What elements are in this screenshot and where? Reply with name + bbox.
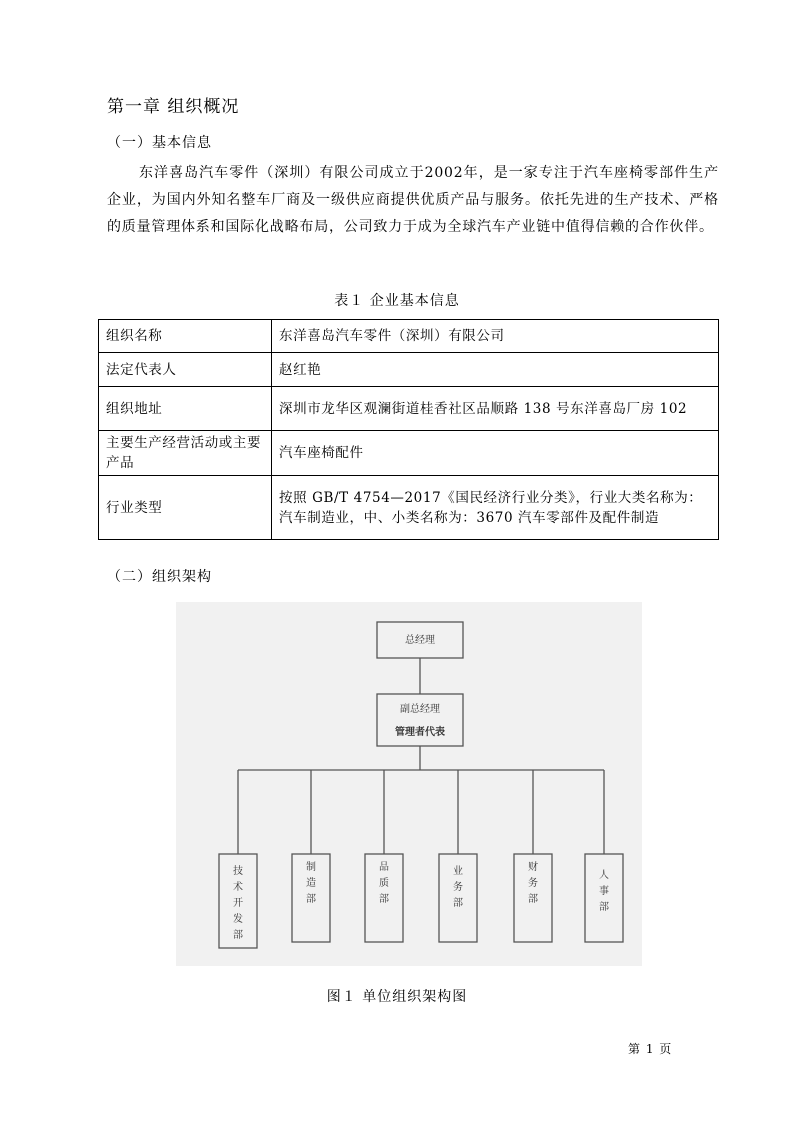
org-label-middle: 管理者代表 xyxy=(395,727,445,738)
org-box-dept xyxy=(585,854,623,942)
table-cell-label: 组织名称 xyxy=(99,320,272,353)
table-cell-label: 主要生产经营活动或主要产品 xyxy=(99,431,272,476)
table-row xyxy=(99,320,719,353)
table-row xyxy=(99,387,719,431)
org-chart-svg xyxy=(176,602,642,966)
org-label-dept: 财务部 xyxy=(528,862,538,905)
table-cell-value: 汽车座椅配件 xyxy=(272,431,719,476)
org-chart xyxy=(176,602,642,966)
org-label-dept: 制造部 xyxy=(306,862,316,905)
figure-caption: 图１ 单位组织架构图 xyxy=(326,989,468,1005)
table-row xyxy=(99,476,719,540)
table-cell-value: 东洋喜岛汽车零件（深圳）有限公司 xyxy=(272,320,719,353)
org-label-top: 总经理 xyxy=(405,635,435,646)
section-title-basic-info: （一）基本信息 xyxy=(107,135,212,151)
basic-info-table xyxy=(98,319,719,540)
table-row xyxy=(99,431,719,476)
chapter-title: 第一章 组织概况 xyxy=(107,97,240,117)
org-label-middle: 副总经理 xyxy=(400,704,440,715)
table-cell-value: 赵红艳 xyxy=(272,353,719,387)
table-cell-label: 行业类型 xyxy=(99,476,272,540)
table-cell-value: 深圳市龙华区观澜街道桂香社区品顺路 138 号东洋喜岛厂房 102 xyxy=(272,387,719,431)
table-caption: 表１ 企业基本信息 xyxy=(334,293,460,309)
org-label-dept: 业务部 xyxy=(453,866,463,909)
org-label-dept: 品质部 xyxy=(379,862,389,905)
intro-paragraph: 东洋喜岛汽车零件（深圳）有限公司成立于2002年，是一家专注于汽车座椅零部件生产企业，为国内外知名整车厂商及一级供应商提供优质产品与服务。依托先进的生产技术、严格的质量管理体系和国际化战略布局，公司致力于成为全球汽车产业链中值得信赖的合作伙伴。 xyxy=(107,165,719,235)
org-label-dept: 人事部 xyxy=(599,870,609,913)
table-cell-label: 法定代表人 xyxy=(99,353,272,387)
table-row xyxy=(99,353,719,387)
table-cell-value: 按照 GB/T 4754—2017《国民经济行业分类》，行业大类名称为：汽车制造业，中、小类名称为：3670 汽车零部件及配件制造 xyxy=(272,476,719,540)
table-cell-label: 组织地址 xyxy=(99,387,272,431)
page-number: 第 1 页 xyxy=(628,1042,673,1056)
org-box-middle xyxy=(377,694,463,746)
org-label-dept: 技术开发部 xyxy=(233,866,243,941)
section-title-org-structure: （二）组织架构 xyxy=(107,569,212,585)
